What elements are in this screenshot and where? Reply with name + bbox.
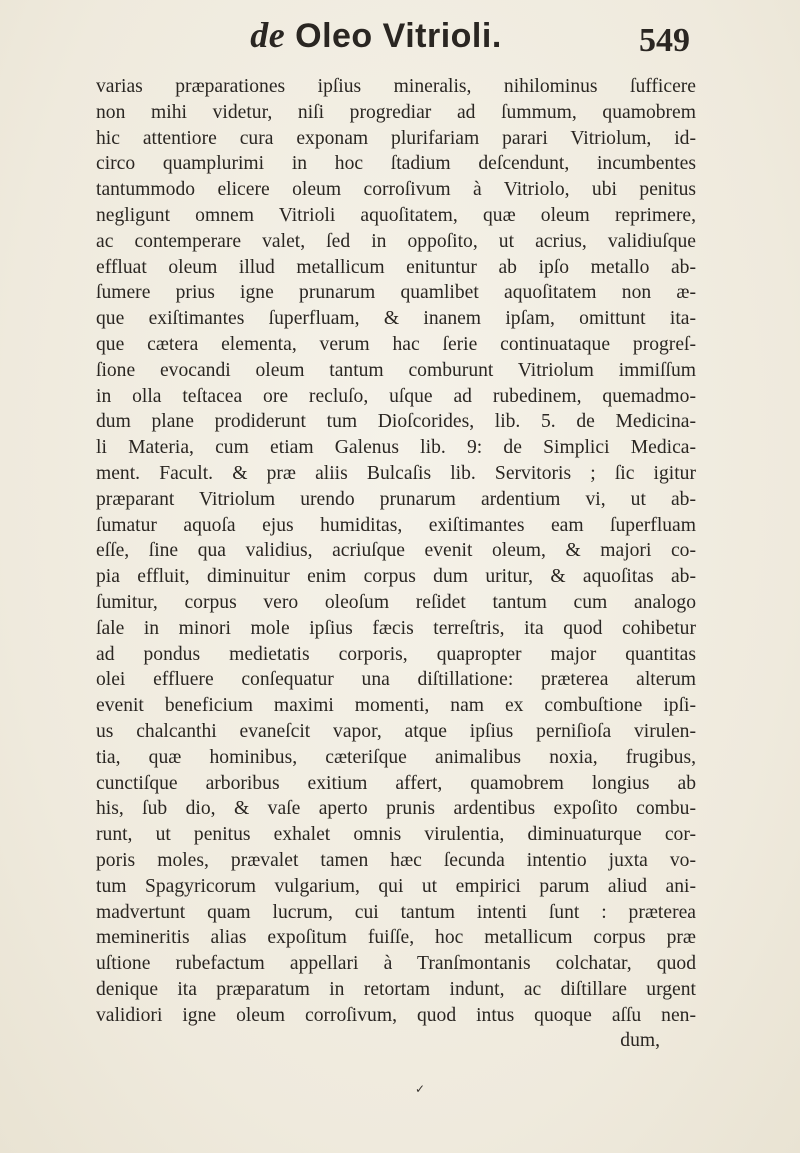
- ink-mark: ✓: [415, 1082, 426, 1096]
- text-line: cunctiſque arboribus exitium affert, quamobrem longius ab: [96, 772, 696, 794]
- text-line: tia, quæ hominibus, cæteriſque animalibus noxia, frugibus,: [96, 746, 696, 768]
- text-line: us chalcanthi evaneſcit vapor, atque ipſius perniſioſa virulen-: [96, 720, 696, 742]
- text-line: runt, ut penitus exhalet omnis virulentia, diminuaturque cor-: [96, 824, 696, 846]
- text-line: ſumitur, corpus vero oleoſum reſidet tantum cum analogo: [96, 591, 696, 613]
- text-line: poris moles, prævalet tamen hæc ſecunda intentio juxta vo-: [96, 849, 696, 871]
- text-line: olei effluere conſequatur una diſtillatione: præterea alterum: [96, 669, 696, 691]
- text-line: evenit beneficium maximi momenti, nam ex combuſtione ipſi-: [96, 695, 696, 717]
- text-line: varias præparationes ipſius mineralis, nihilominus ſufficere: [96, 76, 696, 97]
- text-line: ad pondus medietatis corporis, quapropter major quantitas: [96, 643, 696, 665]
- text-line: circo quamplurimi in hoc ſtadium deſcendunt, incumbentes: [96, 153, 696, 175]
- text-line: tum Spagyricorum vulgarium, qui ut empirici parum aliud ani-: [96, 875, 696, 897]
- text-line: que exiſtimantes ſuperfluam, & inanem ipſam, omittunt ita-: [96, 308, 696, 330]
- text-line: validiori igne oleum corroſivum, quod intus quoque aſſu nen-: [96, 1004, 696, 1026]
- text-line: ſumatur aquoſa ejus humiditas, exiſtimantes eam ſuperfluam: [96, 514, 696, 536]
- text-line: negligunt omnem Vitrioli aquoſitatem, quæ oleum reprimere,: [96, 204, 696, 226]
- text-line: denique ita præparatum in retortam indunt, ac diſtillare urgent: [96, 978, 696, 1000]
- text-line: non mihi videtur, niſi progrediar ad ſummum, quamobrem: [96, 101, 696, 123]
- page-number: 549: [639, 22, 690, 59]
- text-line: que cætera elementa, verum hac ſerie continuataque progreſ-: [96, 333, 696, 355]
- text-line: his, ſub dio, & vaſe aperto prunis ardentibus expoſito combu-: [96, 798, 696, 820]
- text-line: uſtione rubefactum appellari à Tranſmontanis colchatar, quod: [96, 953, 696, 975]
- text-line: ment. Facult. & præ aliis Bulcaſis lib. Servitoris ; ſic igitur: [96, 462, 696, 484]
- text-line: li Materia, cum etiam Galenus lib. 9: de Simplici Medica-: [96, 437, 696, 459]
- text-line: in olla teſtacea ore recluſo, uſque ad rubedinem, quemadmo-: [96, 385, 696, 407]
- text-line: pia effluit, diminuitur enim corpus dum uritur, & aquoſitas ab-: [96, 566, 696, 588]
- text-line: ſione evocandi oleum tantum comburunt Vitriolum immiſſum: [96, 359, 696, 381]
- text-line: memineritis alias expoſitum fuiſſe, hoc metallicum corpus præ: [96, 927, 696, 949]
- text-line: ſale in minori mole ipſius fæcis terreſtris, ita quod cohibetur: [96, 617, 696, 639]
- text-line: hic attentiore cura exponam plurifariam parari Vitriolum, id-: [96, 127, 696, 149]
- running-head-title: Oleo Vitrioli.: [285, 17, 502, 55]
- text-line: ſumere prius igne prunarum quamlibet aquoſitatem non æ-: [96, 282, 696, 304]
- text-line: tantummodo elicere oleum corroſivum à Vitriolo, ubi penitus: [96, 179, 696, 201]
- text-line: madvertunt quam lucrum, cui tantum intenti ſunt : præterea: [96, 901, 696, 923]
- text-line: dum,: [620, 1030, 660, 1052]
- running-head: [96, 14, 656, 56]
- text-line: præparant Vitriolum urendo prunarum ardentium vi, ut ab-: [96, 488, 696, 510]
- body-text: [96, 74, 696, 1054]
- text-line: dum plane prodiderunt tum Dioſcorides, lib. 5. de Medicina-: [96, 411, 696, 433]
- page-header: [96, 14, 696, 72]
- text-line: effluat oleum illud metallicum enituntur ab ipſo metallo ab-: [96, 256, 696, 278]
- text-line: ac contemperare valet, ſed in oppoſito, ut acrius, validiuſque: [96, 230, 696, 252]
- running-head-prefix: de: [250, 15, 286, 55]
- text-line: eſſe, ſine qua validius, acriuſque evenit oleum, & majori co-: [96, 540, 696, 562]
